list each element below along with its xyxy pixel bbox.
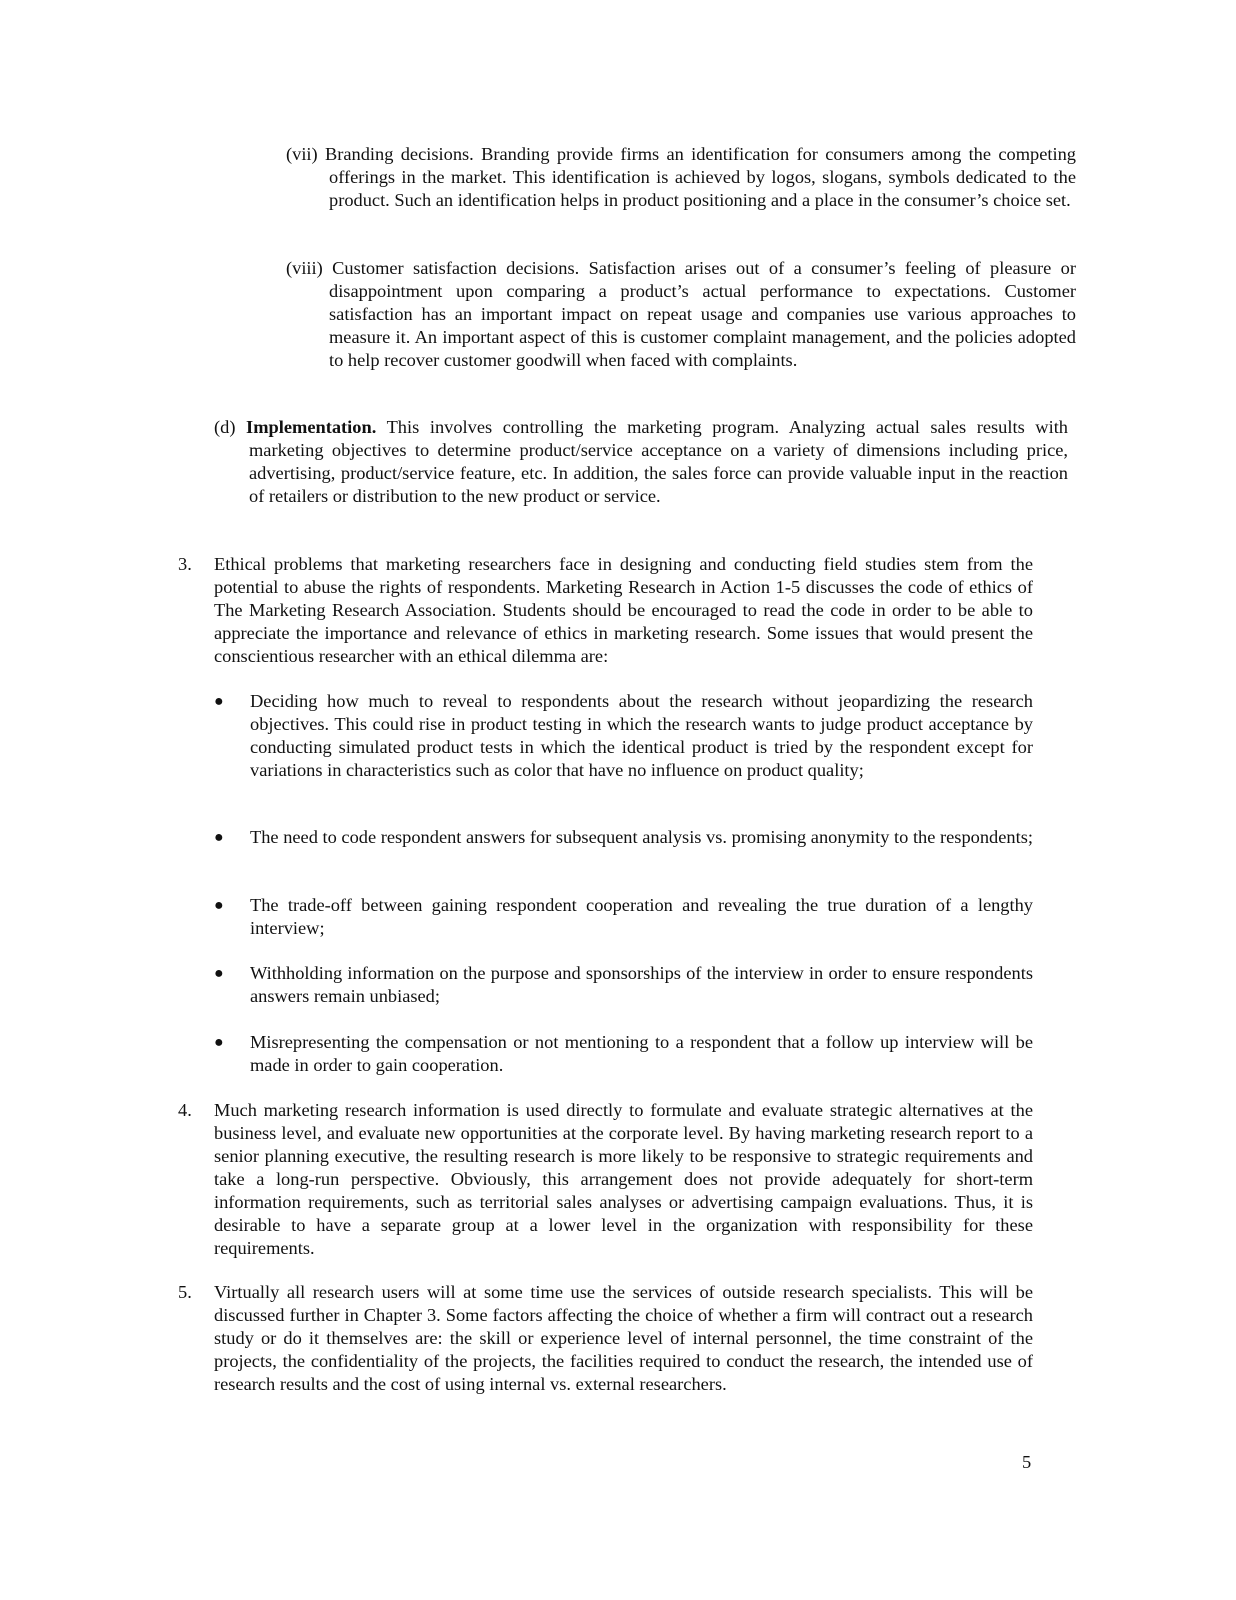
bullet-marker: ●	[214, 829, 224, 846]
roman-text-viii: Customer satisfaction decisions. Satisfaction arises out of a consumer’s feeling of pleasure or disappointment upon comparing a product’s actual performance to expectations. Customer satisfaction has an important impact on repeat usage and companies use various approaches to measure it. An important aspect of this is customer complaint management, and the policies adopted to help recover customer goodwill when faced with complaints.	[329, 258, 1076, 370]
item-3-number: 3.	[178, 554, 192, 574]
item-3-text: Ethical problems that marketing researchers face in designing and conducting field studies stem from the potential to abuse the rights of respondents. Marketing Research in Action 1-5 discusses the code of ethics of The Marketing Research Association. Students should be encouraged to read the code in order to be able to appreciate the importance and relevance of ethics in marketing research. Some issues that would present the conscientious researcher with an ethical dilemma are:	[214, 554, 1033, 666]
implementation-heading: Implementation.	[246, 417, 377, 437]
bullet-item: The trade-off between gaining respondent cooperation and revealing the true duration of a lengthy interview;	[250, 895, 1033, 938]
implementation-text: This involves controlling the marketing program. Analyzing actual sales results with marketing objectives to determine product/service acceptance on a variety of dimensions including price, advertising, product/service feature, etc. In addition, the sales force can provide valuable input in the reaction of retailers or distribution to the new product or service.	[249, 417, 1069, 506]
bullet-item: Misrepresenting the compensation or not mentioning to a respondent that a follow up interview will be made in order to gain cooperation.	[250, 1032, 1033, 1075]
implementation-paragraph	[214, 416, 1068, 508]
item-4-number: 4.	[178, 1100, 192, 1120]
implementation-marker: (d)	[214, 417, 236, 437]
item-4-text: Much marketing research information is used directly to formulate and evaluate strategic alternatives at the business level, and evaluate new opportunities at the corporate level. By having marketing research report to a senior planning executive, the resulting research is more likely to be responsive to strategic requirements and take a long-run perspective. Obviously, this arrangement does not provide adequately for short-term information requirements, such as territorial sales analyses or advertising campaign evaluations. Thus, it is desirable to have a separate group at a lower level in the organization with responsibility for these requirements.	[214, 1100, 1033, 1258]
bullet-marker: ●	[214, 1034, 224, 1051]
roman-marker-viii: (viii)	[286, 258, 323, 278]
roman-item-vii	[286, 143, 1076, 212]
roman-item-viii	[286, 257, 1076, 372]
item-5-text: Virtually all research users will at some time use the services of outside research specialists. This will be discussed further in Chapter 3. Some factors affecting the choice of whether a firm will contract out a research study or do it themselves are: the skill or experience level of internal personnel, the time constraint of the projects, the confidentiality of the projects, the facilities required to conduct the research, the intended use of research results and the cost of using internal vs. external researchers.	[214, 1282, 1033, 1394]
bullet-marker: ●	[214, 693, 224, 710]
bullet-item: Deciding how much to reveal to respondents about the research without jeopardizing the research objectives. This could rise in product testing in which the research wants to judge product acceptance by conducting simulated product tests in which the identical product is tried by the respondent except for variations in characteristics such as color that have no influence on product quality;	[250, 691, 1033, 780]
item-5-number: 5.	[178, 1282, 192, 1302]
bullet-item: The need to code respondent answers for subsequent analysis vs. promising anonymity to the respondents;	[250, 827, 1033, 847]
bullet-marker: ●	[214, 965, 224, 982]
bullet-item: Withholding information on the purpose and sponsorships of the interview in order to ensure respondents answers remain unbiased;	[250, 963, 1033, 1006]
bullet-marker: ●	[214, 897, 224, 914]
page-number: 5	[1022, 1452, 1032, 1472]
roman-marker-vii: (vii)	[286, 144, 318, 164]
roman-text-vii: Branding decisions. Branding provide firms an identification for consumers among the competing offerings in the market. This identification is achieved by logos, slogans, symbols dedicated to the product. Such an identification helps in product positioning and a place in the consumer’s choice set.	[324, 144, 1076, 210]
